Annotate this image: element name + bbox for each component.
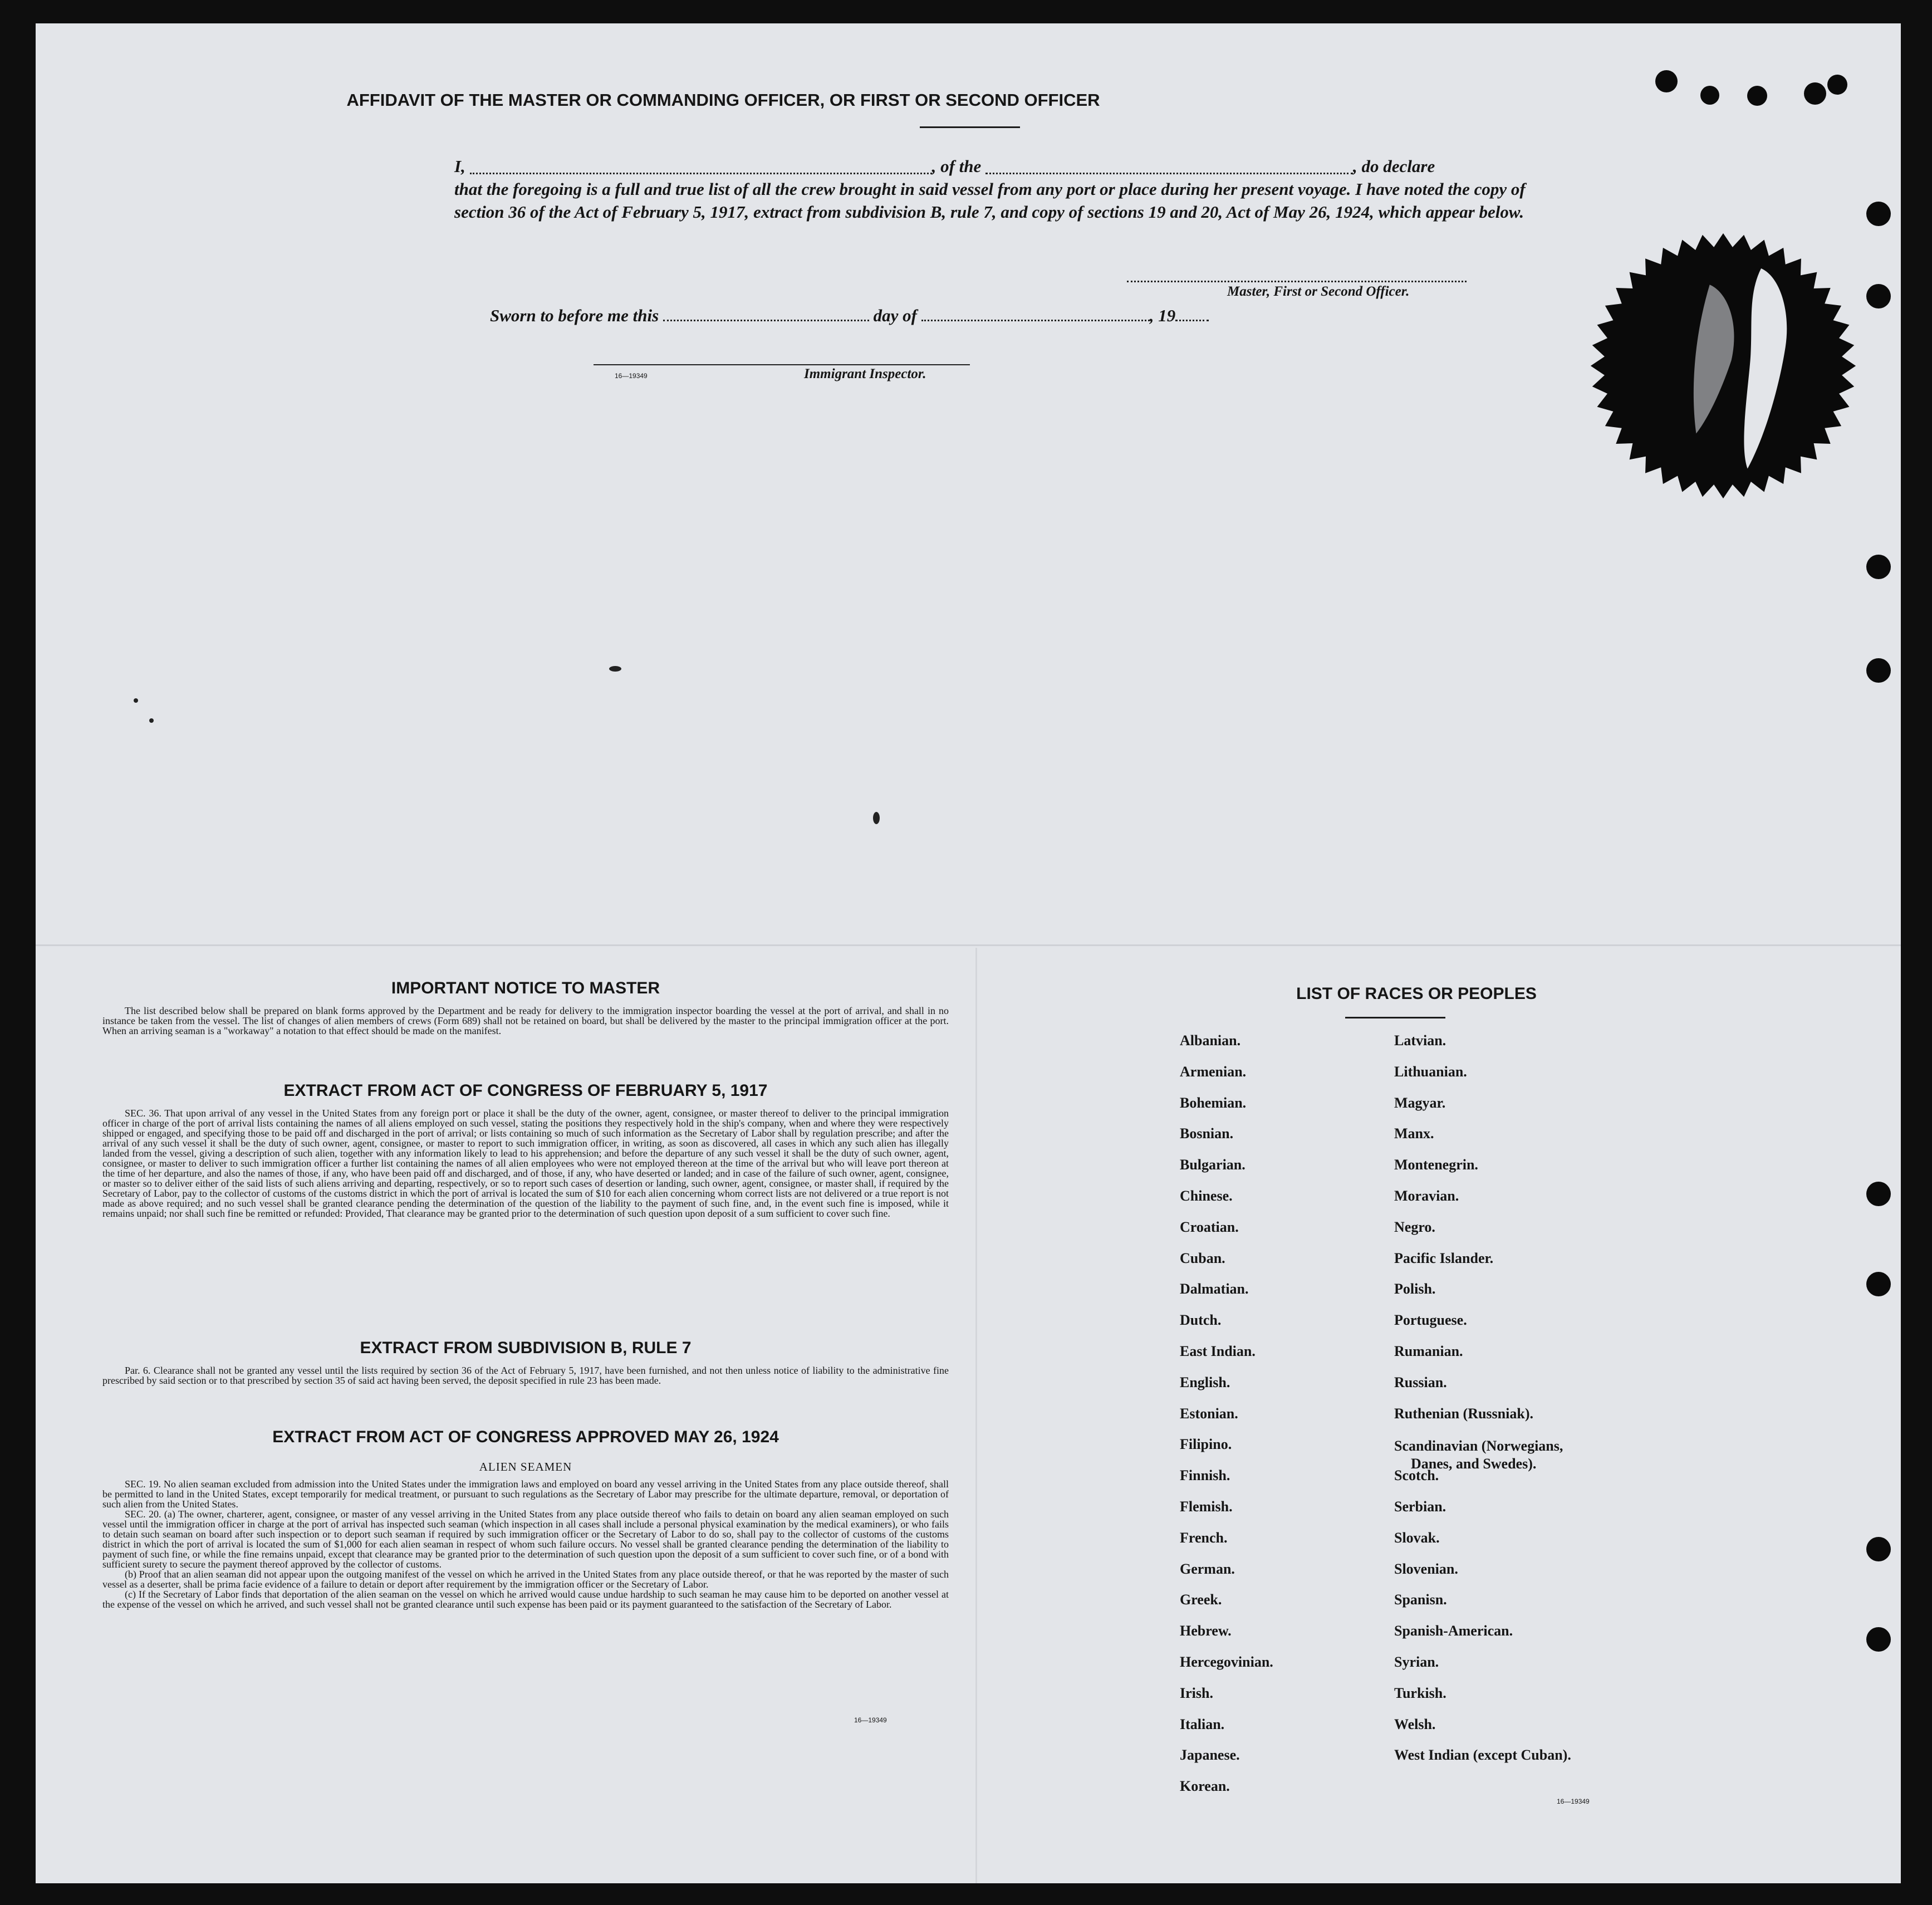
race-item: Magyar. xyxy=(1394,1094,1446,1111)
decl-of: , of the xyxy=(931,156,982,176)
inspector-signature-line xyxy=(594,364,970,365)
race-item: Scotch. xyxy=(1394,1467,1439,1484)
sec-20a-paragraph: SEC. 20. (a) The owner, charterer, agent, consignee, or master of any vessel arriving in the United States from any place outside thereof who fails to detain on board any alien seaman employed on such vessel until the immigration officer in charge at the port of arrival has inspected such seaman (which inspection in all cases shall include a personal physical examination by the medical examiners), or who fails to detain such seaman on board after such inspection or to deport such seaman if required by such immigration officer or the Secretary of Labor to do so, shall pay to the collector of customs of the customs district in which the port of arrival is located the sum of $1,000 for each alien seaman in respect of whom such failure occurs. No vessel shall be granted clearance pending the determination of the liability to payment of such fine, or while the fine remains unpaid, except that clearance may be granted prior to the determination of such question upon the deposit of a sum sufficient to cover such fine, or of a bond with sufficient surety to secure the payment thereof approved by the collector of customs. xyxy=(102,1509,949,1570)
race-item: Montenegrin. xyxy=(1394,1157,1478,1173)
ink-speck xyxy=(134,698,138,703)
race-item: Portuguese. xyxy=(1394,1312,1467,1329)
ink-speck xyxy=(873,812,880,824)
race-item: Japanese. xyxy=(1180,1747,1240,1764)
affidavit-title: AFFIDAVIT OF THE MASTER OR COMMANDING OFFICER, OR FIRST OR SECOND OFFICER xyxy=(346,90,1100,110)
officer-signature-line xyxy=(1127,281,1467,282)
race-item: Scandinavian (Norwegians, xyxy=(1394,1437,1563,1454)
race-item: Albanian. xyxy=(1180,1032,1241,1049)
race-item: Armenian. xyxy=(1180,1063,1247,1080)
race-item: Manx. xyxy=(1394,1125,1434,1142)
sec-20b-paragraph: (b) Proof that an alien seaman did not appear upon the outgoing manifest of the vessel on which he arrived in the United States from any place outside thereof, or that he was reported by the master of such vessel as a deserter, shall be prima facie evidence of a failure to detain or deport after requirement by the immigration officer or the Secretary of Labor. xyxy=(102,1569,949,1590)
race-item: French. xyxy=(1180,1529,1228,1546)
binder-hole xyxy=(1804,82,1826,105)
race-item: Syrian. xyxy=(1394,1654,1439,1670)
sec-20c-paragraph: (c) If the Secretary of Labor finds that deportation of the alien seaman on the vessel on which he arrived would cause undue hardship to such seaman he may cause him to be deported on another vessel at the expense of the vessel on which he arrived, and such vessel shall not be granted clearance until such expense has been paid or its payment guaranteed to the satisfaction of the Secretary of Labor. xyxy=(102,1589,949,1610)
extract-1924-text xyxy=(102,1479,949,1609)
decl-rest: that the foregoing is a full and true list of all the crew brought in said vessel from any port or place during her present voyage. I have noted the copy of section 36 of the Act of February 5, 1917, extract from subdivision B, rule 7, and copy of sections 19 and 20, Act of May 26, 1924, which appear below. xyxy=(454,179,1526,222)
race-item: Slovak. xyxy=(1394,1529,1440,1546)
month-blank xyxy=(921,310,1150,321)
day-of-label: day of xyxy=(873,306,917,325)
name-blank xyxy=(470,161,932,174)
year-label: , 19 xyxy=(1149,306,1176,325)
officer-label: Master, First or Second Officer. xyxy=(1227,284,1410,299)
binder-hole xyxy=(1866,1182,1891,1206)
race-item: Spanish-American. xyxy=(1394,1623,1513,1639)
fold-line-vertical xyxy=(975,948,977,1883)
race-item: Hebrew. xyxy=(1180,1623,1232,1639)
ink-speck xyxy=(149,718,154,723)
race-item: Korean. xyxy=(1180,1778,1230,1795)
extract-1917-text xyxy=(102,1108,949,1218)
race-item: Bulgarian. xyxy=(1180,1157,1245,1173)
race-item: Bosnian. xyxy=(1180,1125,1234,1142)
inspector-label: Immigrant Inspector. xyxy=(804,366,926,381)
sworn-line xyxy=(490,306,1209,326)
notice-paragraph: The list described below shall be prepared on blank forms approved by the Department and be ready for delivery to the immigration inspector boarding the vessel at the port of arrival, and shall in no instance be taken from the vessel. The list of changes of alien members of crews (Form 689) shall not be retained on board, but shall be delivered by the master to the principal immigration officer at the port. When an arriving seaman is a "workaway" a notation to that effect should be made on the manifest. xyxy=(102,1005,949,1036)
ink-speck xyxy=(609,666,621,672)
race-item: Chinese. xyxy=(1180,1188,1233,1204)
notice-text xyxy=(102,1006,949,1036)
binder-hole xyxy=(1866,284,1891,308)
races-title: LIST OF RACES OR PEOPLES xyxy=(1296,985,1537,1003)
form-number-bottom-right: 16—19349 xyxy=(1557,1798,1590,1805)
binder-hole xyxy=(1866,658,1891,683)
affidavit-declaration xyxy=(454,155,1568,223)
embossed-seal xyxy=(1588,231,1859,501)
binder-hole xyxy=(1747,86,1767,106)
race-item: Slovenian. xyxy=(1394,1560,1458,1577)
rule7-title: EXTRACT FROM SUBDIVISION B, RULE 7 xyxy=(360,1339,692,1357)
race-item: Italian. xyxy=(1180,1716,1225,1732)
race-item: Irish. xyxy=(1180,1684,1213,1701)
decl-i: I, xyxy=(454,156,465,176)
race-item: Dutch. xyxy=(1180,1312,1222,1329)
binder-hole xyxy=(1866,1537,1891,1561)
race-item: Danes, and Swedes). xyxy=(1411,1455,1537,1472)
race-item: Russian. xyxy=(1394,1374,1447,1390)
sec-36-paragraph: SEC. 36. That upon arrival of any vessel in the United States from any foreign port or place it shall be the duty of the owner, agent, consignee, or master thereof to deliver to the principal immigration officer in charge of the port of arrival lists containing the names of all aliens employed on such vessel, stating the positions they respectively hold in the ship's company, when and where they were respectively shipped or engaged, and specifying those to be paid off and discharged in the port of arrival; or lists containing so much of such information as the Secretary of Labor shall by regulation prescribe; and after the arrival of any such vessel it shall be the duty of such owner, agent, consignee, or master to report to such immigration officer, in writing, as soon as discovered, all cases in which any such alien has illegally landed from the vessel, giving a description of such alien, together with any information likely to lead to his apprehension; and before the departure of any such vessel it shall be the duty of such owner, agent, consignee, or master to deliver to such immigration officer a further list containing the names of all alien employees who were not employed thereon at the time of the arrival but who will leave port thereon at the time of her departure, and also the names of those, if any, who have been paid off and discharged, and of those, if any, who have deserted or landed; and in case of the failure of such owner, agent, consignee, or master so to deliver either of the said lists of such aliens arriving and departing, respectively, or so to report such cases of desertion or landing, such owner, agent, consignee, or master shall, if required by the Secretary of Labor, pay to the collector of customs of the customs district in which the port of arrival is located the sum of $10 for each alien concerning whom correct lists are not delivered or a true report is not made as above required; and no such vessel shall be granted clearance pending the determination of the question of the liability to the payment of such fine, and, in the event such fine is imposed, while it remains unpaid; nor shall such fine be remitted or refunded: Provided, That clearance may be granted prior to the determination of such question upon deposit of a sum sufficient to cover such fine. xyxy=(102,1108,949,1219)
race-item: Flemish. xyxy=(1180,1498,1233,1515)
race-item: West Indian (except Cuban). xyxy=(1394,1747,1571,1764)
sworn-label: Sworn to before me this xyxy=(490,306,659,325)
races-title-underline xyxy=(1345,1017,1445,1018)
binder-hole xyxy=(1866,555,1891,579)
notice-title: IMPORTANT NOTICE TO MASTER xyxy=(391,979,660,997)
race-item: English. xyxy=(1180,1374,1230,1390)
fold-line-horizontal xyxy=(36,944,1901,946)
year-blank xyxy=(1175,310,1209,321)
race-item: Rumanian. xyxy=(1394,1343,1463,1359)
binder-hole xyxy=(1827,75,1847,95)
race-item: Serbian. xyxy=(1394,1498,1446,1515)
race-item: Welsh. xyxy=(1394,1716,1436,1732)
document-page xyxy=(36,23,1901,1883)
binder-hole xyxy=(1866,1627,1891,1652)
race-item: East Indian. xyxy=(1180,1343,1256,1359)
race-item: Lithuanian. xyxy=(1394,1063,1467,1080)
extract-1917-title: EXTRACT FROM ACT OF CONGRESS OF FEBRUARY 5, 1917 xyxy=(283,1081,768,1100)
decl-do: , do declare xyxy=(1353,156,1435,176)
race-item: Pacific Islander. xyxy=(1394,1250,1494,1266)
race-item: Cuban. xyxy=(1180,1250,1225,1266)
rule7-text xyxy=(102,1365,949,1385)
race-item: Greek. xyxy=(1180,1591,1222,1608)
race-item: Hercegovinian. xyxy=(1180,1654,1273,1670)
vessel-blank xyxy=(985,161,1353,174)
race-item: Bohemian. xyxy=(1180,1094,1247,1111)
race-item: Moravian. xyxy=(1394,1188,1459,1204)
race-item: Dalmatian. xyxy=(1180,1281,1249,1297)
race-item: Ruthenian (Russniak). xyxy=(1394,1405,1533,1422)
race-item: Latvian. xyxy=(1394,1032,1446,1049)
sworn-date-blank xyxy=(663,310,869,321)
sec-19-paragraph: SEC. 19. No alien seaman excluded from admission into the United States under the immigration laws and employed on board any vessel arriving in the United States from any place outside thereof, shall be permitted to land in the United States, except temporarily for medical treatment, or pursuant to such regulations as the Secretary of Labor may prescribe for the ultimate departure, removal, or deportation of such alien from the United States. xyxy=(102,1478,949,1510)
race-item: Negro. xyxy=(1394,1218,1435,1235)
form-number-top: 16—19349 xyxy=(615,372,648,380)
race-item: Turkish. xyxy=(1394,1684,1446,1701)
race-item: Croatian. xyxy=(1180,1218,1239,1235)
par-6-paragraph: Par. 6. Clearance shall not be granted any vessel until the lists required by section 36 of the Act of February 5, 1917, have been furnished, and not then unless notice of liability to the administrative fine prescribed by said section or to that prescribed by section 35 of said act having been served, the deposit specified in rule 23 has been made. xyxy=(102,1365,949,1386)
race-item: German. xyxy=(1180,1560,1235,1577)
extract-1924-title: EXTRACT FROM ACT OF CONGRESS APPROVED MAY 26, 1924 xyxy=(272,1428,779,1446)
binder-hole xyxy=(1700,86,1719,105)
binder-hole xyxy=(1866,202,1891,226)
race-item: Estonian. xyxy=(1180,1405,1238,1422)
race-item: Spanisn. xyxy=(1394,1591,1447,1608)
binder-hole xyxy=(1866,1272,1891,1296)
race-item: Polish. xyxy=(1394,1281,1436,1297)
alien-seamen-subtitle: ALIEN SEAMEN xyxy=(479,1460,572,1473)
race-item: Filipino. xyxy=(1180,1436,1232,1453)
race-item: Finnish. xyxy=(1180,1467,1230,1484)
binder-hole xyxy=(1655,70,1678,92)
title-underline xyxy=(920,126,1020,128)
form-number-bottom-left: 16—19349 xyxy=(854,1716,887,1724)
